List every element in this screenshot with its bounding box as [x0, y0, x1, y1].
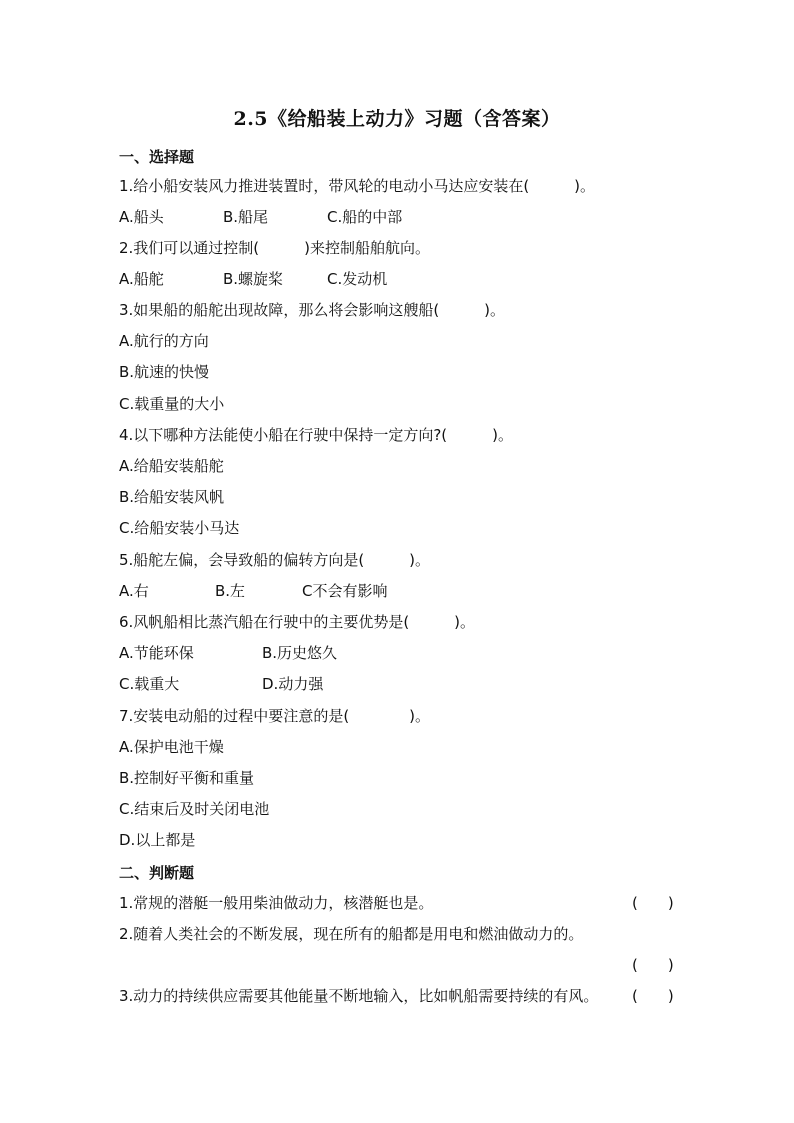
option-b: B.历史悠久	[262, 644, 338, 662]
question-3-option-b: B.航速的快慢	[119, 363, 210, 381]
question-6: 6.风帆船相比蒸汽船在行驶中的主要优势是( )。	[119, 613, 476, 631]
option-c: C不会有影响	[302, 582, 388, 600]
question-1: 1.给小船安装风力推进装置时，带风轮的电动小马达应安装在( )。	[119, 177, 596, 195]
option-a: A.船头	[119, 208, 164, 226]
question-7-option-c: C.结束后及时关闭电池	[119, 800, 270, 818]
judge-answer-blank-3: ( )	[632, 987, 674, 1005]
judge-answer-blank-1: ( )	[632, 894, 674, 912]
judge-answer-blank-2: ( )	[632, 956, 674, 974]
question-4: 4.以下哪种方法能使小船在行驶中保持一定方向?( )。	[119, 426, 513, 444]
option-c: C.发动机	[327, 270, 388, 288]
question-3-option-c: C.载重量的大小	[119, 395, 225, 413]
question-2: 2.我们可以通过控制( )来控制船舶航向。	[119, 239, 431, 257]
question-3-option-a: A.航行的方向	[119, 332, 209, 350]
option-b: B.左	[215, 582, 246, 600]
option-c: C.载重大	[119, 675, 180, 693]
question-7: 7.安装电动船的过程中要注意的是( )。	[119, 707, 431, 725]
judge-question-2: 2.随着人类社会的不断发展，现在所有的船都是用电和燃油做动力的。	[119, 925, 584, 943]
judge-question-1: 1.常规的潜艇一般用柴油做动力，核潜艇也是。	[119, 894, 434, 912]
option-c: C.船的中部	[327, 208, 403, 226]
question-4-option-c: C.给船安装小马达	[119, 519, 240, 537]
option-b: B.船尾	[223, 208, 269, 226]
question-7-option-b: B.控制好平衡和重量	[119, 769, 255, 787]
option-a: A.节能环保	[119, 644, 194, 662]
question-5: 5.船舵左偏，会导致船的偏转方向是( )。	[119, 551, 431, 569]
section-judge-heading: 二、判断题	[119, 864, 195, 882]
option-a: A.船舵	[119, 270, 164, 288]
question-3: 3.如果船的船舵出现故障，那么将会影响这艘船( )。	[119, 301, 506, 319]
judge-question-3: 3.动力的持续供应需要其他能量不断地输入，比如帆船需要持续的有风。	[119, 987, 599, 1005]
option-d: D.动力强	[262, 675, 324, 693]
question-7-option-a: A.保护电池干燥	[119, 738, 224, 756]
option-a: A.右	[119, 582, 149, 600]
question-7-option-d: D.以上都是	[119, 831, 196, 849]
section-choice-heading: 一、选择题	[119, 148, 195, 166]
question-4-option-b: B.给船安装风帆	[119, 488, 225, 506]
question-4-option-a: A.给船安装船舵	[119, 457, 224, 475]
page-title: 2.5《给船装上动力》习题（含答案）	[233, 108, 561, 130]
option-b: B.螺旋桨	[223, 270, 284, 288]
